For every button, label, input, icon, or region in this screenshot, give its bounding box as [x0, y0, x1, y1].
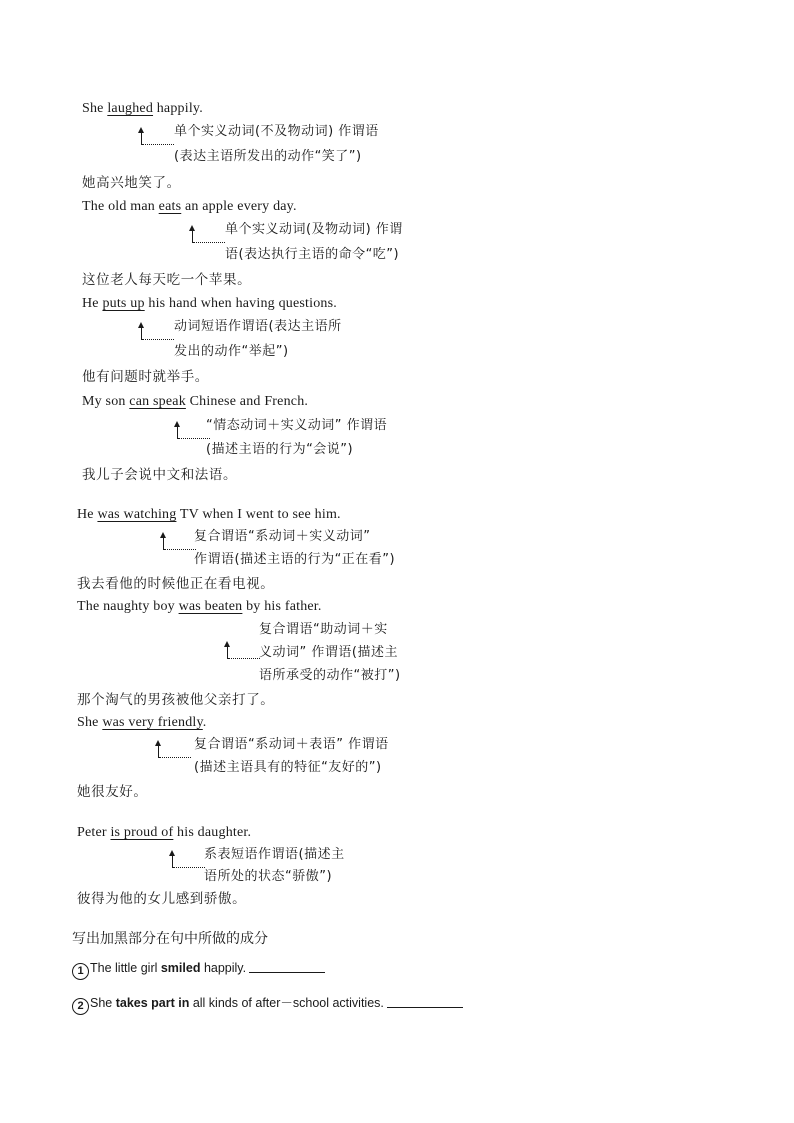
- predicate-underline: was watching: [97, 507, 177, 522]
- example-sentence: The old man eats an apple every day.: [82, 199, 297, 214]
- predicate-underline: was beaten: [178, 599, 243, 614]
- predicate-underline: laughed: [107, 101, 154, 116]
- example-sentence: He puts up his hand when having questions.: [82, 296, 337, 311]
- translation: 我儿子会说中文和法语。: [82, 467, 238, 483]
- arrow-icon: [141, 322, 175, 342]
- example-sentence: Peter is proud of his daughter.: [77, 825, 252, 840]
- arrow-icon: [158, 740, 192, 760]
- explanation-line: 发出的动作“举起”): [174, 344, 289, 359]
- translation: 彼得为他的女儿感到骄傲。: [77, 891, 247, 907]
- predicate-underline: eats: [158, 199, 182, 214]
- explanation-line: 义动词” 作谓语(描述主: [259, 645, 398, 660]
- arrow-icon: [163, 532, 197, 552]
- explanation-line: “情态动词＋实义动词” 作谓语: [206, 418, 388, 433]
- number-circle-icon: 1: [72, 963, 89, 980]
- example-sentence: She was very friendly.: [77, 715, 207, 730]
- translation: 他有问题时就举手。: [82, 369, 209, 385]
- explanation-line: 复合谓语“系动词＋表语” 作谓语: [194, 737, 389, 752]
- example-sentence: He was watching TV when I went to see him.: [77, 507, 341, 522]
- explanation-line: (描述主语具有的特征“友好的”): [194, 760, 382, 775]
- explanation-line: 复合谓语“系动词＋实义动词”: [194, 529, 371, 544]
- translation: 这位老人每天吃一个苹果。: [82, 272, 252, 288]
- translation: 那个淘气的男孩被他父亲打了。: [77, 692, 275, 708]
- explanation-line: 作谓语(描述主语的行为“正在看”): [194, 552, 396, 567]
- explanation-line: 语所承受的动作“被打”): [259, 668, 401, 683]
- arrow-icon: [141, 127, 175, 147]
- translation: 她很友好。: [77, 784, 148, 800]
- explanation-line: 系表短语作谓语(描述主: [204, 847, 345, 862]
- explanation-line: (表达主语所发出的动作“笑了”): [174, 149, 362, 164]
- predicate-underline: puts up: [102, 296, 145, 311]
- explanation-line: 单个实义动词(及物动词) 作谓: [225, 222, 403, 237]
- predicate-underline: was very friendly: [102, 715, 203, 730]
- translation: 她高兴地笑了。: [82, 175, 181, 191]
- arrow-icon: [227, 641, 261, 661]
- answer-blank[interactable]: [387, 1007, 463, 1008]
- example-sentence: My son can speak Chinese and French.: [82, 394, 309, 409]
- arrow-icon: [172, 850, 206, 870]
- explanation-line: (描述主语的行为“会说”): [206, 442, 354, 457]
- example-sentence: She laughed happily.: [82, 101, 203, 116]
- answer-blank[interactable]: [249, 972, 325, 973]
- explanation-line: 语所处的状态“骄傲”): [204, 869, 333, 884]
- number-circle-icon: 2: [72, 998, 89, 1015]
- question-2: 2 She takes part in all kinds of after－school activities.: [72, 993, 463, 1015]
- question-1: 1 The little girl smiled happily.: [72, 961, 325, 980]
- explanation-line: 复合谓语“助动词＋实: [259, 622, 388, 637]
- translation: 我去看他的时候他正在看电视。: [77, 576, 275, 592]
- explanation-line: 动词短语作谓语(表达主语所: [174, 319, 342, 334]
- explanation-line: 语(表达执行主语的命令“吃”): [225, 247, 400, 262]
- predicate-underline: is proud of: [110, 825, 174, 840]
- bold-target: smiled: [160, 961, 201, 975]
- exercise-title: 写出加黑部分在句中所做的成分: [72, 931, 268, 947]
- predicate-underline: can speak: [129, 394, 186, 409]
- bold-target: takes part in: [115, 996, 190, 1010]
- arrow-icon: [192, 225, 226, 245]
- explanation-line: 单个实义动词(不及物动词) 作谓语: [174, 124, 379, 139]
- example-sentence: The naughty boy was beaten by his father.: [77, 599, 322, 614]
